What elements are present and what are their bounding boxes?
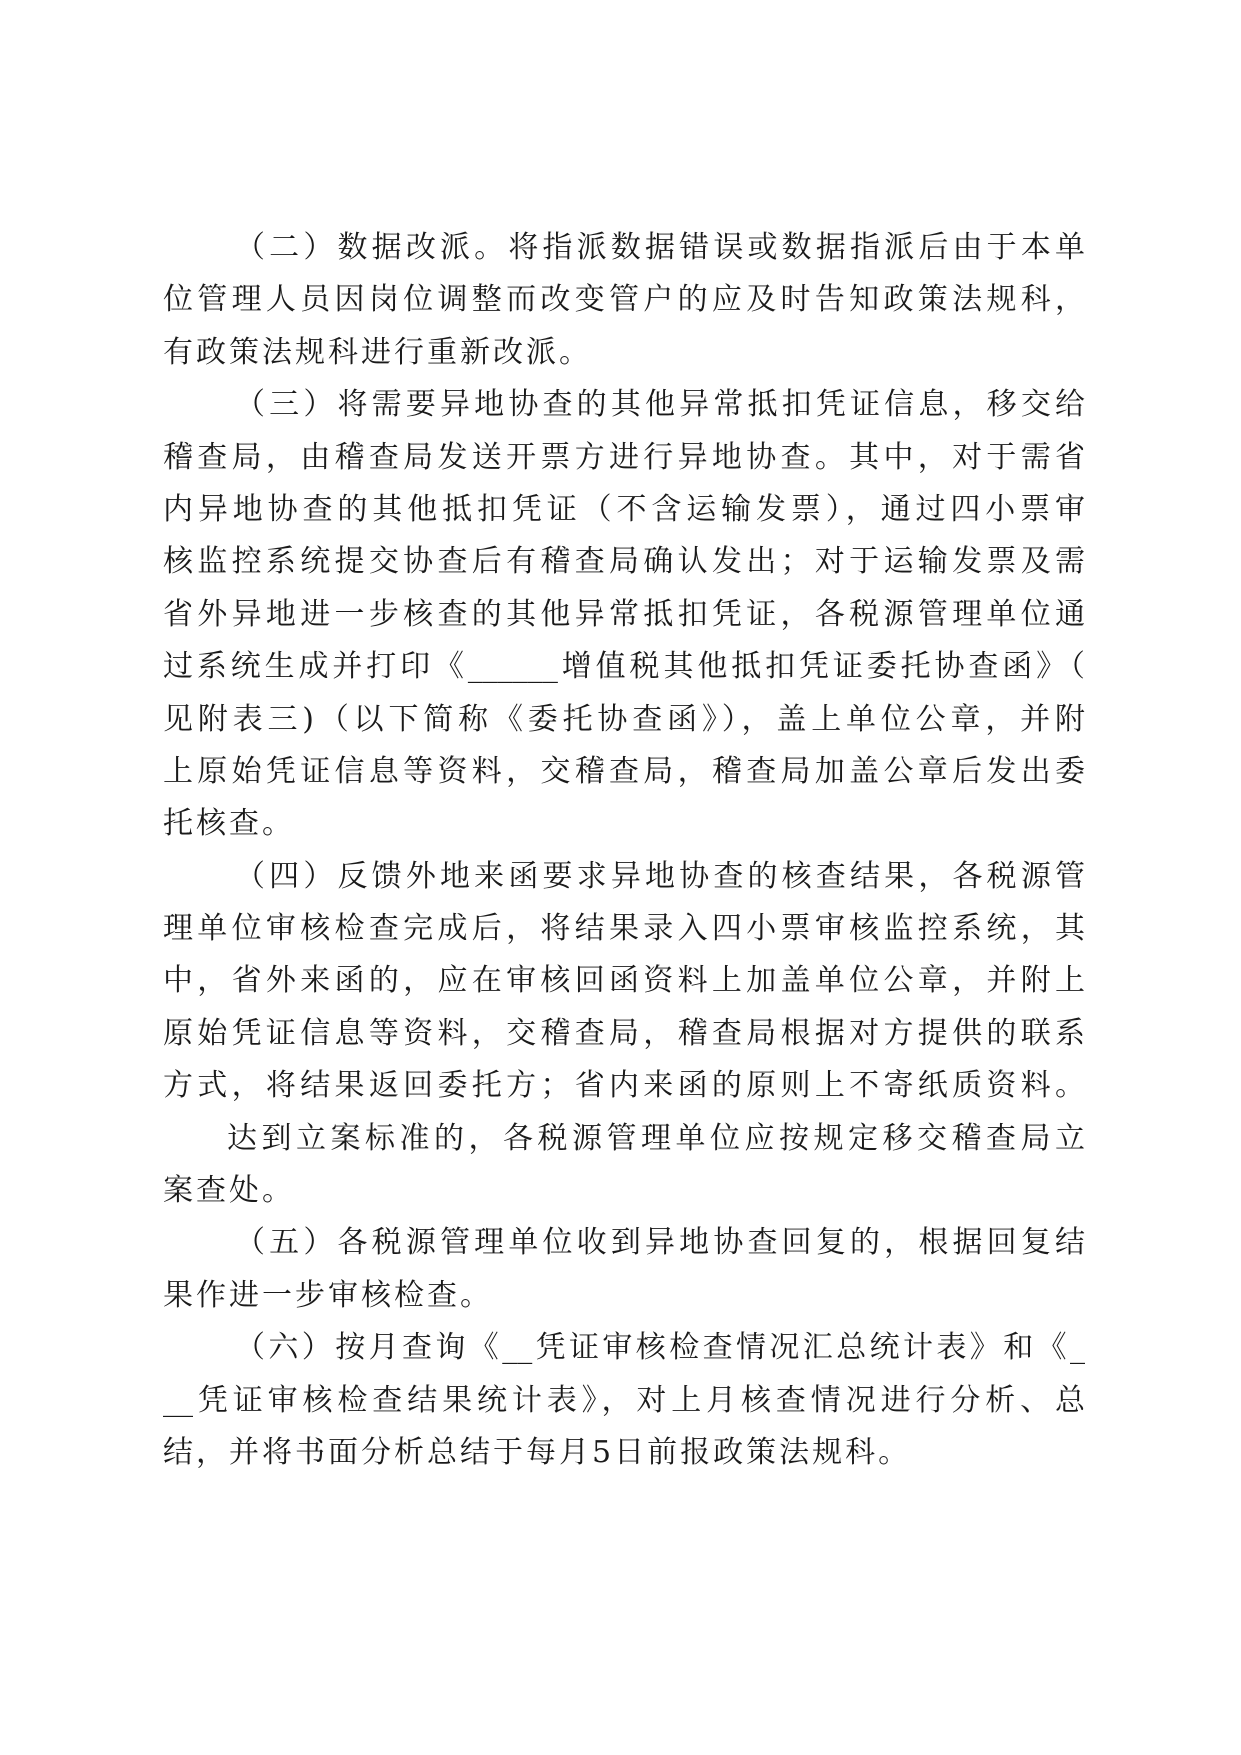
paragraph-3-line-7: 见附表三)（以下简称《委托协查函》），盖上单位公章，并附 [163,701,1085,737]
paragraph-6-line-2: __凭证审核检查结果统计表》，对上月核查情况进行分析、总 [163,1382,1085,1418]
paragraph-4-line-1: （四）反馈外地来函要求异地协查的核查结果，各税源管 [235,858,1085,894]
document-body [163,222,1085,1479]
paragraph-6-line-3: 结，并将书面分析总结于每月5日前报政策法规科。 [163,1434,912,1470]
paragraph-standard-line-2: 案查处。 [163,1173,295,1209]
paragraph-3-line-5: 省外异地进一步核查的其他异常抵扣凭证，各税源管理单位通 [163,596,1085,632]
paragraph-3-line-8: 上原始凭证信息等资料，交稽查局，稽查局加盖公章后发出委 [163,753,1085,789]
paragraph-standard-line-1: 达到立案标准的，各税源管理单位应按规定移交稽查局立 [227,1120,1085,1156]
paragraph-2-line-1: （二）数据改派。将指派数据错误或数据指派后由于本单 [235,230,1085,265]
paragraph-3-line-9: 托核查。 [163,806,295,842]
paragraph-3-line-2: 稽查局，由稽查局发送开票方进行异地协查。其中，对于需省 [163,439,1085,475]
paragraph-5-line-2: 果作进一步审核检查。 [163,1277,493,1313]
paragraph-4-line-4: 原始凭证信息等资料，交稽查局，稽查局根据对方提供的联系 [163,1015,1085,1051]
paragraph-6-line-1: （六）按月查询《__凭证审核检查情况汇总统计表》和《_ [235,1330,1085,1366]
paragraph-5-line-1: （五）各税源管理单位收到异地协查回复的，根据回复结 [235,1225,1085,1261]
paragraph-3-line-6: 过系统生成并打印《______增值税其他抵扣凭证委托协查函》（ [163,649,1085,685]
paragraph-2-line-2: 位管理人员因岗位调整而改变管户的应及时告知政策法规科， [163,282,1085,318]
paragraph-3-line-3: 内异地协查的其他抵扣凭证（不含运输发票），通过四小票审 [163,491,1085,527]
paragraph-3-line-1: （三）将需要异地协查的其他异常抵扣凭证信息，移交给 [235,387,1085,423]
paragraph-3-line-4: 核监控系统提交协查后有稽查局确认发出；对于运输发票及需 [163,544,1085,580]
paragraph-4-line-3: 中，省外来函的，应在审核回函资料上加盖单位公章，并附上 [163,963,1085,999]
paragraph-4-line-5: 方式，将结果返回委托方；省内来函的原则上不寄纸质资料。 [163,1068,1085,1104]
paragraph-2-line-3: 有政策法规科进行重新改派。 [163,334,592,370]
paragraph-4-line-2: 理单位审核检查完成后，将结果录入四小票审核监控系统，其 [163,911,1085,947]
